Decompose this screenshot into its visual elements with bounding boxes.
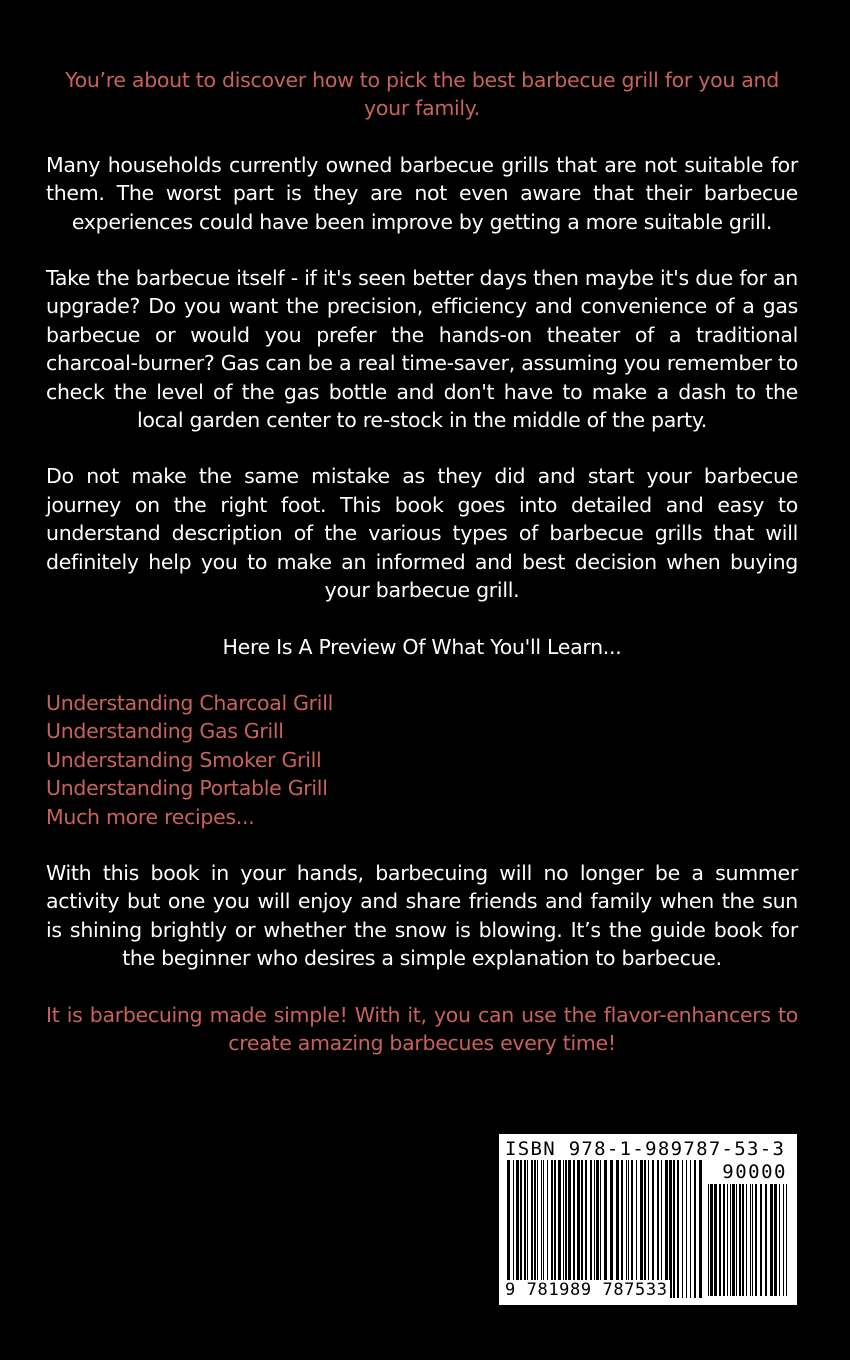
list-item: Understanding Charcoal Grill: [46, 690, 333, 715]
preview-heading: Here Is A Preview Of What You'll Learn...: [222, 634, 622, 659]
list-item: Understanding Gas Grill: [46, 719, 284, 744]
price-code: 90000: [722, 1161, 787, 1183]
isbn-label: ISBN 978-1-989787-53-3: [505, 1138, 786, 1160]
closing-paragraph: With this book in your hands, barbecuing will no longer be a summer activity but one you will enjoy and share friends and family when the sun is shining brightly or whether the snow is blowing. It’s the guide book for the beginner who desires a simple explanation to barbecue.: [46, 860, 798, 971]
isbn-barcode: [499, 1134, 797, 1305]
barcode-bars: [507, 1160, 703, 1298]
back-cover-text: [46, 66, 798, 1057]
list-item: Much more recipes...: [46, 804, 255, 829]
paragraph-households: Many households currently owned barbecue grills that are not suitable for them. The worst part is they are not even aware that their barbecue experiences could have been improve by getting a more suitable grill.: [46, 152, 798, 234]
list-item: Understanding Smoker Grill: [46, 747, 322, 772]
paragraph-book-description: Do not make the same mistake as they did and start your barbecue journey on the right foot. This book goes into detailed and easy to understand description of the various types of barbecue grills that will definitely help you to make an informed and best decision when buying your barbecue grill.: [46, 464, 798, 603]
feature-list: [46, 689, 798, 831]
list-item: Understanding Portable Grill: [46, 776, 328, 801]
addon-barcode-bars: [708, 1184, 788, 1296]
tagline: It is barbecuing made simple! With it, you can use the flavor-enhancers to create amazing barbecues every time!: [46, 1002, 798, 1055]
intro-text: You’re about to discover how to pick the best barbecue grill for you and your family.: [65, 68, 779, 121]
paragraph-barbecue-choice: Take the barbecue itself - if it's seen better days then maybe it's due for an upgrade? Do you want the precision, efficiency and convenience of a gas barbecue or would you prefer the hands-on theater of a traditional charcoal-burner? Gas can be a real time-saver, assuming you remember to check the level of the gas bottle and don't have to make a dash to the local garden center to re-stock in the middle of the party.: [46, 266, 798, 433]
ean-digits: 9 781989 787533: [505, 1280, 668, 1300]
